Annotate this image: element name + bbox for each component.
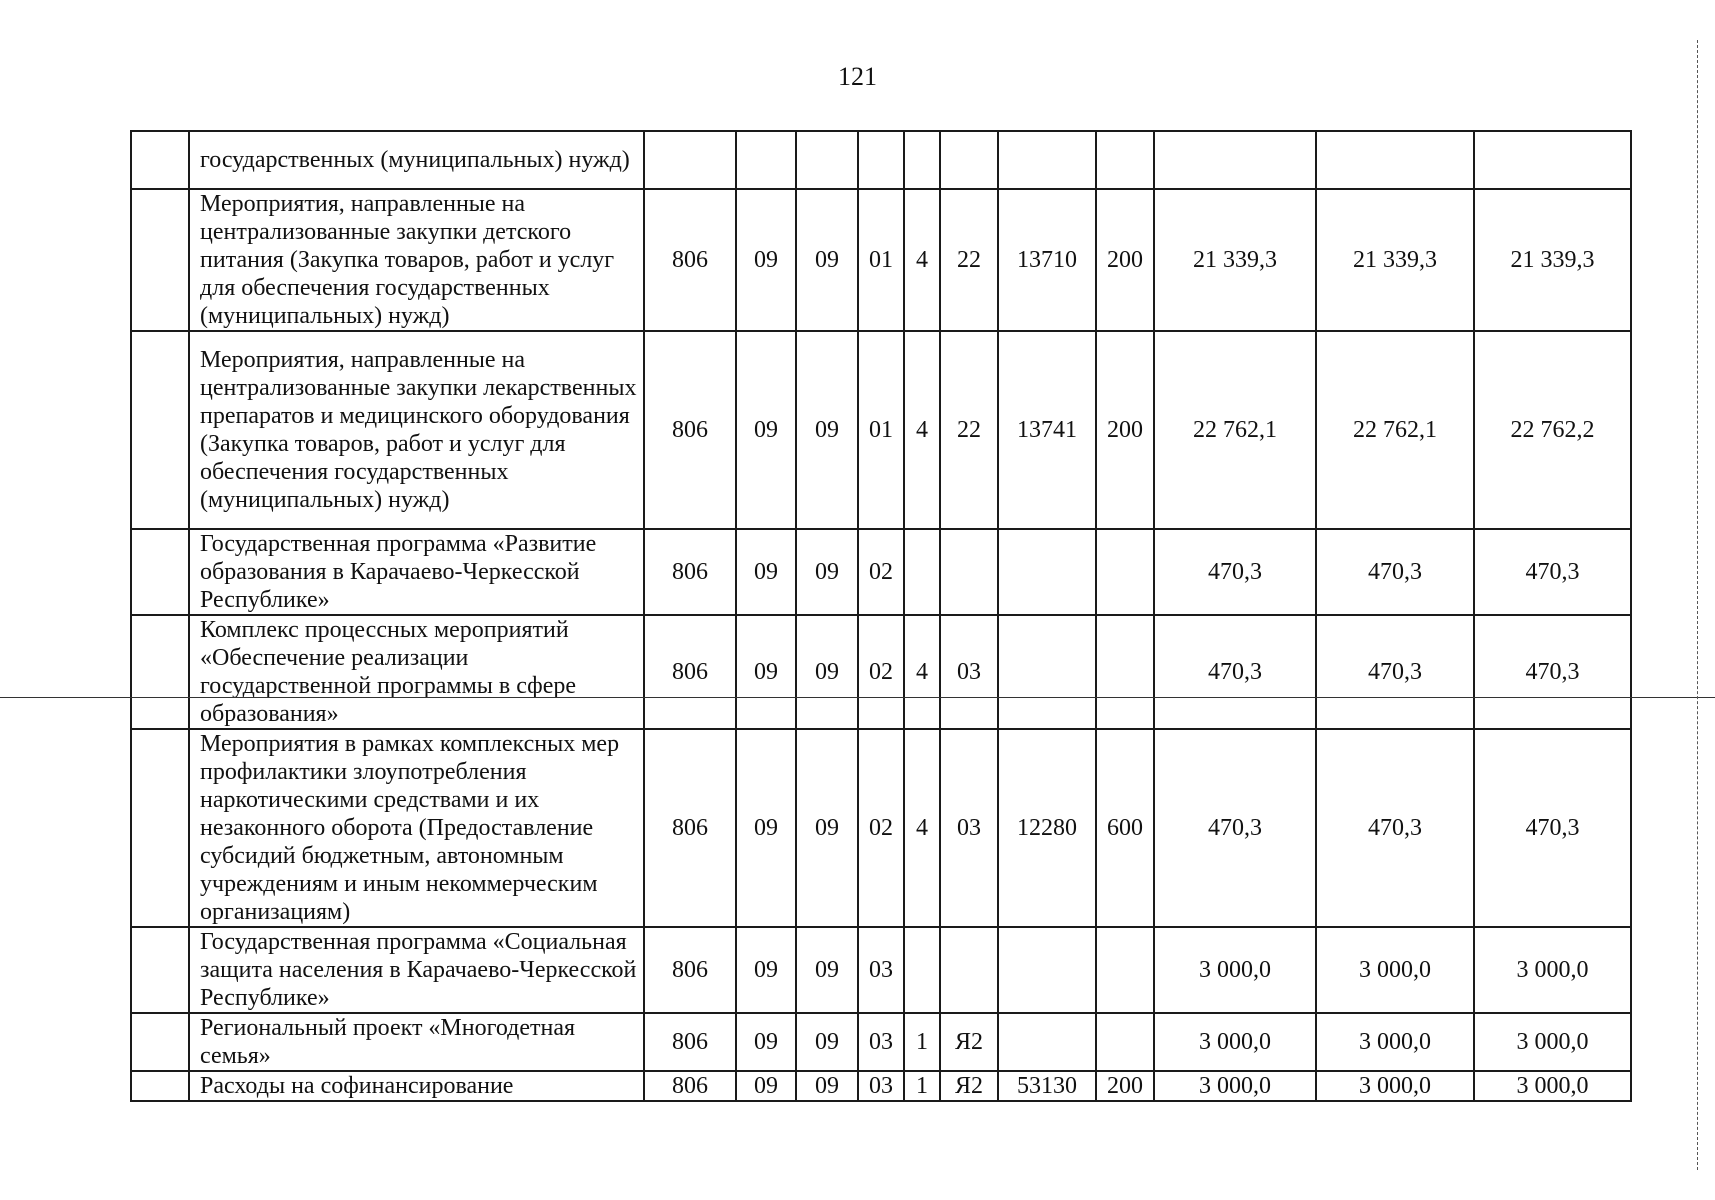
table-body bbox=[131, 131, 1631, 1101]
program-type-code: 1 bbox=[904, 1071, 940, 1101]
ved-code: 806 bbox=[644, 1013, 736, 1071]
ved-code: 806 bbox=[644, 1071, 736, 1101]
program-code: 03 bbox=[858, 1071, 904, 1101]
amount-year-3: 470,3 bbox=[1474, 529, 1631, 615]
index-cell bbox=[131, 615, 189, 729]
rz-code: 09 bbox=[736, 189, 796, 331]
structure-code bbox=[940, 529, 998, 615]
amount-year-1: 470,3 bbox=[1154, 529, 1316, 615]
rz-code: 09 bbox=[736, 1013, 796, 1071]
table-row bbox=[131, 729, 1631, 927]
direction-code bbox=[998, 1013, 1096, 1071]
amount-year-3: 470,3 bbox=[1474, 729, 1631, 927]
table-row bbox=[131, 131, 1631, 189]
structure-code: Я2 bbox=[940, 1071, 998, 1101]
program-code: 02 bbox=[858, 729, 904, 927]
ved-code: 806 bbox=[644, 615, 736, 729]
row-name: государственных (муниципальных) нужд) bbox=[189, 131, 644, 189]
amount-year-1: 470,3 bbox=[1154, 729, 1316, 927]
ved-code: 806 bbox=[644, 189, 736, 331]
amount-year-1: 22 762,1 bbox=[1154, 331, 1316, 529]
index-cell bbox=[131, 529, 189, 615]
ved-code bbox=[644, 131, 736, 189]
amount-year-2: 3 000,0 bbox=[1316, 927, 1474, 1013]
amount-year-2: 470,3 bbox=[1316, 729, 1474, 927]
direction-code bbox=[998, 615, 1096, 729]
structure-code: 22 bbox=[940, 331, 998, 529]
rz-code: 09 bbox=[736, 331, 796, 529]
row-name: Региональный проект «Многодетная семья» bbox=[189, 1013, 644, 1071]
amount-year-1: 470,3 bbox=[1154, 615, 1316, 729]
row-name: Комплекс процессных мероприятий «Обеспечение реализации государственной программы в сфере образования» bbox=[189, 615, 644, 729]
expense-type-code bbox=[1096, 1013, 1154, 1071]
program-code bbox=[858, 131, 904, 189]
program-type-code: 1 bbox=[904, 1013, 940, 1071]
program-type-code: 4 bbox=[904, 615, 940, 729]
amount-year-2: 470,3 bbox=[1316, 529, 1474, 615]
amount-year-1: 3 000,0 bbox=[1154, 1071, 1316, 1101]
index-cell bbox=[131, 331, 189, 529]
program-code: 03 bbox=[858, 927, 904, 1013]
program-code: 02 bbox=[858, 529, 904, 615]
budget-table bbox=[130, 130, 1632, 1102]
amount-year-3: 22 762,2 bbox=[1474, 331, 1631, 529]
program-code: 03 bbox=[858, 1013, 904, 1071]
rz-code bbox=[736, 131, 796, 189]
direction-code bbox=[998, 927, 1096, 1013]
amount-year-3: 470,3 bbox=[1474, 615, 1631, 729]
ved-code: 806 bbox=[644, 729, 736, 927]
index-cell bbox=[131, 927, 189, 1013]
program-code: 01 bbox=[858, 189, 904, 331]
row-name: Государственная программа «Социальная защита населения в Карачаево-Черкесской Республике» bbox=[189, 927, 644, 1013]
rz-code: 09 bbox=[736, 529, 796, 615]
index-cell bbox=[131, 1071, 189, 1101]
amount-year-3: 3 000,0 bbox=[1474, 1071, 1631, 1101]
expense-type-code bbox=[1096, 927, 1154, 1013]
expense-type-code: 200 bbox=[1096, 1071, 1154, 1101]
amount-year-1: 21 339,3 bbox=[1154, 189, 1316, 331]
scan-fold-line bbox=[0, 697, 1715, 698]
structure-code bbox=[940, 927, 998, 1013]
row-name: Государственная программа «Развитие образования в Карачаево-Черкесской Республике» bbox=[189, 529, 644, 615]
amount-year-3 bbox=[1474, 131, 1631, 189]
amount-year-1 bbox=[1154, 131, 1316, 189]
row-name: Расходы на софинансирование bbox=[189, 1071, 644, 1101]
rz-code: 09 bbox=[736, 729, 796, 927]
program-type-code bbox=[904, 927, 940, 1013]
rz-code: 09 bbox=[736, 927, 796, 1013]
amount-year-1: 3 000,0 bbox=[1154, 927, 1316, 1013]
expense-type-code bbox=[1096, 131, 1154, 189]
expense-type-code: 600 bbox=[1096, 729, 1154, 927]
structure-code: 03 bbox=[940, 729, 998, 927]
expense-type-code bbox=[1096, 615, 1154, 729]
expense-type-code: 200 bbox=[1096, 331, 1154, 529]
amount-year-2: 22 762,1 bbox=[1316, 331, 1474, 529]
direction-code: 12280 bbox=[998, 729, 1096, 927]
program-type-code: 4 bbox=[904, 729, 940, 927]
index-cell bbox=[131, 1013, 189, 1071]
direction-code bbox=[998, 529, 1096, 615]
direction-code: 13710 bbox=[998, 189, 1096, 331]
table-row bbox=[131, 1071, 1631, 1101]
amount-year-3: 3 000,0 bbox=[1474, 1013, 1631, 1071]
expense-type-code: 200 bbox=[1096, 189, 1154, 331]
ved-code: 806 bbox=[644, 927, 736, 1013]
table-row bbox=[131, 529, 1631, 615]
amount-year-2: 3 000,0 bbox=[1316, 1013, 1474, 1071]
direction-code: 13741 bbox=[998, 331, 1096, 529]
program-type-code: 4 bbox=[904, 189, 940, 331]
scan-margin-line bbox=[1697, 40, 1698, 1170]
direction-code bbox=[998, 131, 1096, 189]
amount-year-2: 470,3 bbox=[1316, 615, 1474, 729]
amount-year-2: 3 000,0 bbox=[1316, 1071, 1474, 1101]
row-name: Мероприятия, направленные на централизованные закупки детского питания (Закупка товаров, работ и услуг для обеспечения государственных (муниципальных) нужд) bbox=[189, 189, 644, 331]
pr-code: 09 bbox=[796, 1013, 858, 1071]
expense-type-code bbox=[1096, 529, 1154, 615]
pr-code: 09 bbox=[796, 729, 858, 927]
pr-code bbox=[796, 131, 858, 189]
amount-year-3: 21 339,3 bbox=[1474, 189, 1631, 331]
row-name: Мероприятия, направленные на централизованные закупки лекарственных препаратов и медицинского оборудования (Закупка товаров, работ и услуг для обеспечения государственных (муниципальных) нужд) bbox=[189, 331, 644, 529]
index-cell bbox=[131, 189, 189, 331]
pr-code: 09 bbox=[796, 1071, 858, 1101]
amount-year-1: 3 000,0 bbox=[1154, 1013, 1316, 1071]
table-row bbox=[131, 331, 1631, 529]
program-code: 01 bbox=[858, 331, 904, 529]
pr-code: 09 bbox=[796, 189, 858, 331]
program-type-code: 4 bbox=[904, 331, 940, 529]
ved-code: 806 bbox=[644, 331, 736, 529]
rz-code: 09 bbox=[736, 1071, 796, 1101]
index-cell bbox=[131, 729, 189, 927]
structure-code: 03 bbox=[940, 615, 998, 729]
amount-year-2: 21 339,3 bbox=[1316, 189, 1474, 331]
table-row bbox=[131, 927, 1631, 1013]
structure-code bbox=[940, 131, 998, 189]
index-cell bbox=[131, 131, 189, 189]
row-name: Мероприятия в рамках комплексных мер профилактики злоупотребления наркотическими средствами и их незаконного оборота (Предоставление субсидий бюджетным, автономным учреждениям и иным некоммерческим организациям) bbox=[189, 729, 644, 927]
pr-code: 09 bbox=[796, 331, 858, 529]
program-type-code bbox=[904, 131, 940, 189]
direction-code: 53130 bbox=[998, 1071, 1096, 1101]
amount-year-3: 3 000,0 bbox=[1474, 927, 1631, 1013]
structure-code: Я2 bbox=[940, 1013, 998, 1071]
table-row bbox=[131, 189, 1631, 331]
page-number: 121 bbox=[838, 62, 877, 91]
program-type-code bbox=[904, 529, 940, 615]
program-code: 02 bbox=[858, 615, 904, 729]
ved-code: 806 bbox=[644, 529, 736, 615]
pr-code: 09 bbox=[796, 529, 858, 615]
amount-year-2 bbox=[1316, 131, 1474, 189]
table-row bbox=[131, 615, 1631, 729]
table-row bbox=[131, 1013, 1631, 1071]
pr-code: 09 bbox=[796, 615, 858, 729]
rz-code: 09 bbox=[736, 615, 796, 729]
pr-code: 09 bbox=[796, 927, 858, 1013]
structure-code: 22 bbox=[940, 189, 998, 331]
